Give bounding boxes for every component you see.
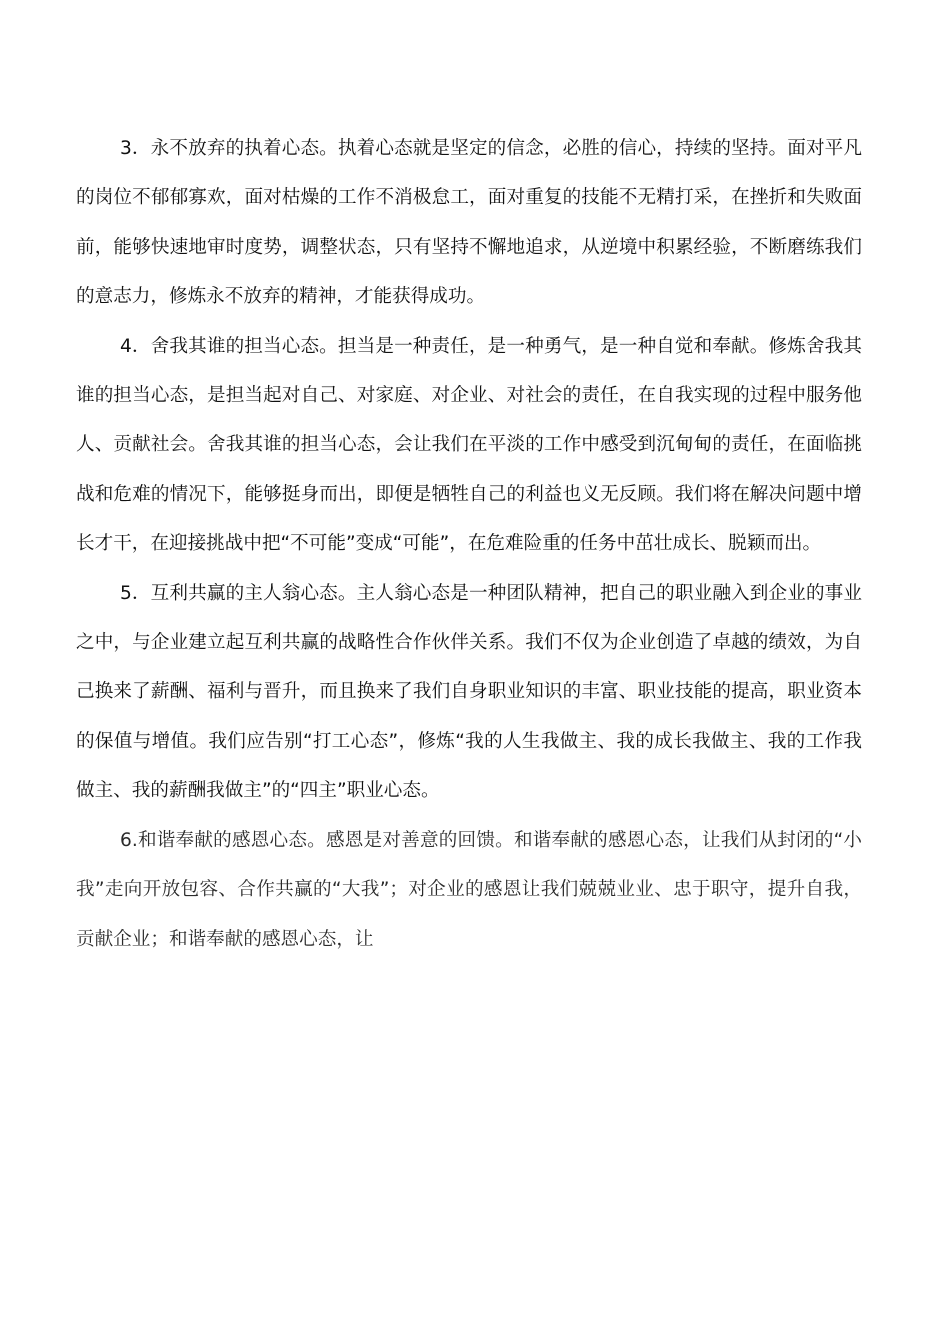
document-body [76,124,862,964]
paragraph-5: 5．互利共赢的主人翁心态。主人翁心态是一种团队精神，把自己的职业融入到企业的事业之中，与企业建立起互利共赢的战略性合作伙伴关系。我们不仅为企业创造了卓越的绩效，为自己换来了薪酬、福利与晋升，而且换来了我们自身职业知识的丰富、职业技能的提高，职业资本的保值与增值。我们应告别“打工心态”，修炼“我的人生我做主、我的成长我做主、我的工作我做主、我的薪酬我做主”的“四主”职业心态。 [76,582,862,802]
paragraph-4: 4．舍我其谁的担当心态。担当是一种责任，是一种勇气，是一种自觉和奉献。修炼舍我其谁的担当心态，是担当起对自己、对家庭、对企业、对社会的责任，在自我实现的过程中服务他人、贡献社会。舍我其谁的担当心态，会让我们在平淡的工作中感受到沉甸甸的责任，在面临挑战和危难的情况下，能够挺身而出，即便是牺牲自己的利益也义无反顾。我们将在解决问题中增长才干，在迎接挑战中把“不可能”变成“可能”，在危难险重的任务中茁壮成长、脱颖而出。 [76,335,862,555]
paragraph-3: 3．永不放弃的执着心态。执着心态就是坚定的信念，必胜的信心，持续的坚持。面对平凡的岗位不郁郁寡欢，面对枯燥的工作不消极怠工，面对重复的技能不无精打采，在挫折和失败面前，能够快速地审时度势，调整状态，只有坚持不懈地追求，从逆境中积累经验，不断磨练我们的意志力，修炼永不放弃的精神，才能获得成功。 [76,138,862,308]
paragraph-6: 6.和谐奉献的感恩心态。感恩是对善意的回馈。和谐奉献的感恩心态，让我们从封闭的“小我”走向开放包容、合作共赢的“大我”；对企业的感恩让我们兢兢业业、忠于职守，提升自我，贡献企业；和谐奉献的感恩心态，让 [76,829,862,950]
